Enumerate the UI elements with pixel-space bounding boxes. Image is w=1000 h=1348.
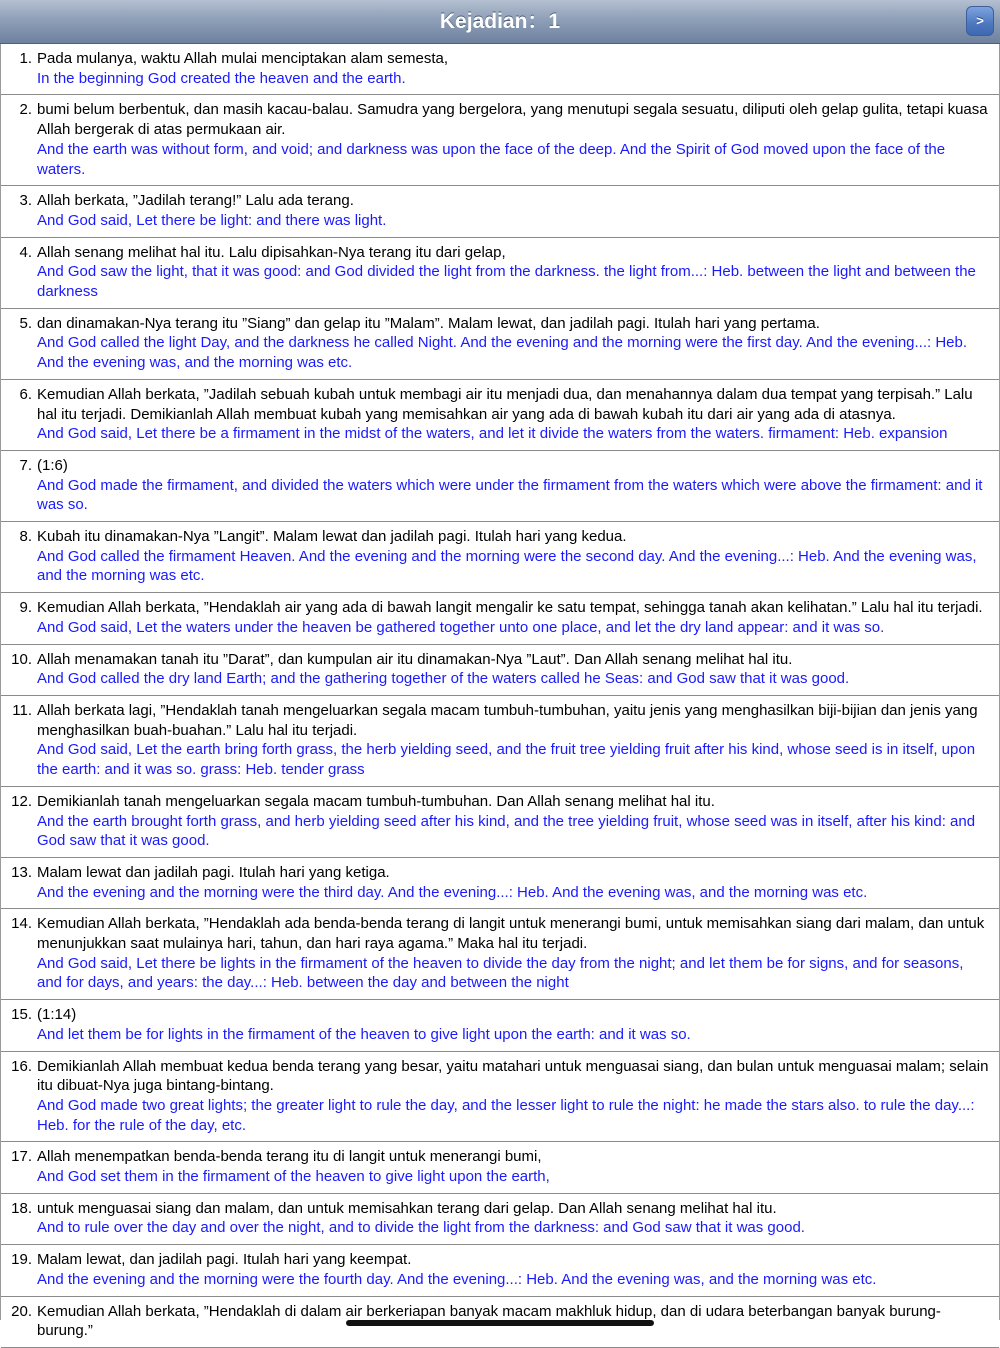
- home-indicator: [346, 1320, 654, 1326]
- verse-text-indonesian: Malam lewat dan jadilah pagi. Itulah hari yang ketiga.: [37, 863, 390, 881]
- verse-text-indonesian: Demikianlah tanah mengeluarkan segala macam tumbuh-tumbuhan. Dan Allah senang melihat hal itu.: [37, 792, 715, 810]
- verse-number: 19.: [11, 1251, 32, 1269]
- verse-row[interactable]: [1, 1052, 999, 1143]
- verse-number: 12.: [11, 792, 32, 810]
- verse-text-indonesian: dan dinamakan-Nya terang itu ”Siang” dan gelap itu ”Malam”. Malam lewat, dan jadilah pagi. Itulah hari yang pertama.: [37, 314, 820, 332]
- verse-row[interactable]: [1, 380, 999, 451]
- verse-number: 8.: [19, 528, 32, 546]
- verse-text-indonesian: untuk menguasai siang dan malam, dan untuk memisahkan terang dari gelap. Dan Allah senang melihat hal itu.: [37, 1199, 777, 1217]
- verse-text-indonesian: Allah menamakan tanah itu ”Darat”, dan kumpulan air itu dinamakan-Nya ”Laut”. Dan Allah senang melihat hal itu.: [37, 650, 793, 668]
- verse-number: 6.: [19, 385, 32, 403]
- verse-text-english: And God called the dry land Earth; and the gathering together of the waters called he Seas: and God saw that it was good.: [37, 670, 850, 688]
- verse-text-indonesian: Malam lewat, dan jadilah pagi. Itulah hari yang keempat.: [37, 1251, 412, 1269]
- verse-list[interactable]: [0, 44, 1000, 1340]
- verse-text-indonesian: Allah berkata, ”Jadilah terang!” Lalu ada terang.: [37, 192, 354, 210]
- verse-text-english: And the earth was without form, and void; and darkness was upon the face of the deep. And the Spirit of God moved upon the face of the waters.: [37, 140, 946, 178]
- verse-text-indonesian: Kemudian Allah berkata, ”Hendaklah ada benda-benda terang di langit untuk menerangi bumi, untuk memisahkan siang dari malam, dan untuk menunjukkan saat mulainya hari, tahun, dan hari raya agama.” Maka hal itu terjadi.: [37, 915, 985, 953]
- verse-number: 13.: [11, 863, 32, 881]
- verse-text-english: And God made two great lights; the greater light to rule the day, and the lesser light to rule the night: he made the stars also. to rule the day...: Heb. for the rule of the day, etc.: [37, 1096, 975, 1134]
- verse-text-english: And the evening and the morning were the third day. And the evening...: Heb. And the evening was, and the morning was etc.: [37, 883, 868, 901]
- navigation-bar: [0, 0, 1000, 44]
- verse-row[interactable]: [1, 1245, 999, 1296]
- verse-number: 18.: [11, 1199, 32, 1217]
- verse-number: 11.: [12, 701, 32, 719]
- verse-row[interactable]: [1, 238, 999, 309]
- verse-text-english: And God saw the light, that it was good: and God divided the light from the darkness. the light from...: Heb. between the light and between the darkness: [37, 263, 976, 301]
- verse-text-english: And God set them in the firmament of the heaven to give light upon the earth,: [37, 1168, 550, 1186]
- verse-text-english: And God said, Let the earth bring forth grass, the herb yielding seed, and the fruit tree yielding fruit after his kind, whose seed is in itself, upon the earth: and it was so. grass: Heb. tender grass: [37, 741, 976, 779]
- chapter-title: Kejadian：1: [439, 10, 561, 33]
- verse-row[interactable]: [1, 522, 999, 593]
- verse-row[interactable]: [1, 787, 999, 858]
- verse-text-indonesian: Kubah itu dinamakan-Nya ”Langit”. Malam lewat dan jadilah pagi. Itulah hari yang kedua.: [37, 528, 627, 546]
- verse-text-indonesian: bumi belum berbentuk, dan masih kacau-balau. Samudra yang bergelora, yang menutupi segala sesuatu, diliputi oleh gelap gulita, tetapi kuasa Allah bergerak di atas permukaan air.: [37, 101, 988, 139]
- verse-text-english: And to rule over the day and over the night, and to divide the light from the darkness: and God saw that it was good.: [37, 1219, 805, 1237]
- verse-text-english: And let them be for lights in the firmament of the heaven to give light upon the earth: and it was so.: [37, 1025, 691, 1043]
- verse-text-indonesian: Kemudian Allah berkata, ”Jadilah sebuah kubah untuk membagi air itu menjadi dua, dan menahannya dalam dua tempat yang terpisah.” Lalu hal itu terjadi. Demikianlah Allah membuat kubah yang memisahkan air yang ada di bawah kubah itu dari air yang ada di atasnya.: [37, 385, 973, 423]
- verse-row[interactable]: [1, 44, 999, 95]
- verse-row[interactable]: [1, 451, 999, 522]
- verse-text-indonesian: Allah berkata lagi, ”Hendaklah tanah mengeluarkan segala macam tumbuh-tumbuhan, yaitu jenis yang menghasilkan biji-bijian dan jenis yang menghasilkan buah-buahan.” Lalu hal itu terjadi.: [37, 701, 978, 739]
- verse-text-indonesian: Kemudian Allah berkata, ”Hendaklah di dalam air berkeriapan banyak macam makhluk hidup, dan di udara beterbangan banyak burung-burung.”: [37, 1302, 941, 1340]
- verse-text-english: And God said, Let there be lights in the firmament of the heaven to divide the day from the night; and let them be for signs, and for seasons, and for days, and years: the day...: Heb. between the day and between the night: [37, 954, 964, 992]
- verse-row[interactable]: [1, 858, 999, 909]
- verse-number: 3.: [19, 192, 32, 210]
- verse-text-english: And God said, Let the waters under the heaven be gathered together unto one place, and let the dry land appear: and it was so.: [37, 618, 885, 636]
- verse-number: 7.: [19, 456, 32, 474]
- verse-number: 20.: [11, 1302, 32, 1320]
- verse-text-english: And the earth brought forth grass, and herb yielding seed after his kind, and the tree yielding fruit, whose seed was in itself, after his kind: and God saw that it was good.: [37, 812, 976, 850]
- verse-number: 16.: [11, 1057, 32, 1075]
- verse-number: 1.: [19, 50, 32, 67]
- verse-number: 15.: [11, 1006, 32, 1024]
- verse-number: 5.: [19, 314, 32, 332]
- verse-row[interactable]: [1, 1194, 999, 1245]
- verse-text-indonesian: Pada mulanya, waktu Allah mulai menciptakan alam semesta,: [37, 50, 449, 67]
- verse-text-indonesian: (1:14): [37, 1006, 77, 1024]
- verse-number: 4.: [19, 243, 32, 261]
- verse-text-english: In the beginning God created the heaven and the earth.: [37, 69, 406, 87]
- verse-row[interactable]: [1, 909, 999, 1000]
- verse-text-indonesian: Kemudian Allah berkata, ”Hendaklah air yang ada di bawah langit mengalir ke satu tempat, sehingga tanah akan kelihatan.” Lalu hal itu terjadi.: [37, 599, 983, 617]
- verse-text-english: And the evening and the morning were the fourth day. And the evening...: Heb. And the evening was, and the morning was etc.: [37, 1270, 877, 1288]
- verse-row[interactable]: [1, 645, 999, 696]
- verse-text-english: And God called the light Day, and the darkness he called Night. And the evening and the morning were the first day. And the evening...: Heb. And the evening was, and the morning was etc.: [37, 334, 968, 372]
- verse-text-indonesian: (1:6): [37, 456, 68, 474]
- verse-number: 14.: [11, 915, 32, 933]
- verse-number: 17.: [11, 1148, 32, 1166]
- verse-text-english: And God said, Let there be light: and there was light.: [37, 211, 387, 229]
- verse-number: 9.: [19, 599, 32, 617]
- verse-text-english: And God said, Let there be a firmament in the midst of the waters, and let it divide the waters from the waters. firmament: Heb. expansion: [37, 425, 948, 443]
- verse-row[interactable]: [1, 593, 999, 644]
- verse-row[interactable]: [1, 1142, 999, 1193]
- verse-row[interactable]: [1, 95, 999, 186]
- verse-text-indonesian: Allah senang melihat hal itu. Lalu dipisahkan-Nya terang itu dari gelap,: [37, 243, 506, 261]
- verse-number: 2.: [19, 101, 32, 119]
- verse-row[interactable]: [1, 1000, 999, 1051]
- verse-text-indonesian: Allah menempatkan benda-benda terang itu di langit untuk menerangi bumi,: [37, 1148, 542, 1166]
- verse-text-english: And God called the firmament Heaven. And the evening and the morning were the second day. And the evening...: Heb. And the evening was, and the morning was etc.: [37, 547, 977, 585]
- next-chapter-button[interactable]: >: [966, 6, 994, 36]
- verse-number: 10.: [11, 650, 32, 668]
- verse-text-indonesian: Demikianlah Allah membuat kedua benda terang yang besar, yaitu matahari untuk menguasai siang, dan bulan untuk menguasai malam; selain itu dibuat-Nya juga bintang-bintang.: [37, 1057, 989, 1095]
- verse-row[interactable]: [1, 696, 999, 787]
- verse-text-english: And God made the firmament, and divided the waters which were under the firmament from the waters which were above the firmament: and it was so.: [37, 476, 983, 514]
- verse-row[interactable]: [1, 309, 999, 380]
- verse-row[interactable]: [1, 186, 999, 237]
